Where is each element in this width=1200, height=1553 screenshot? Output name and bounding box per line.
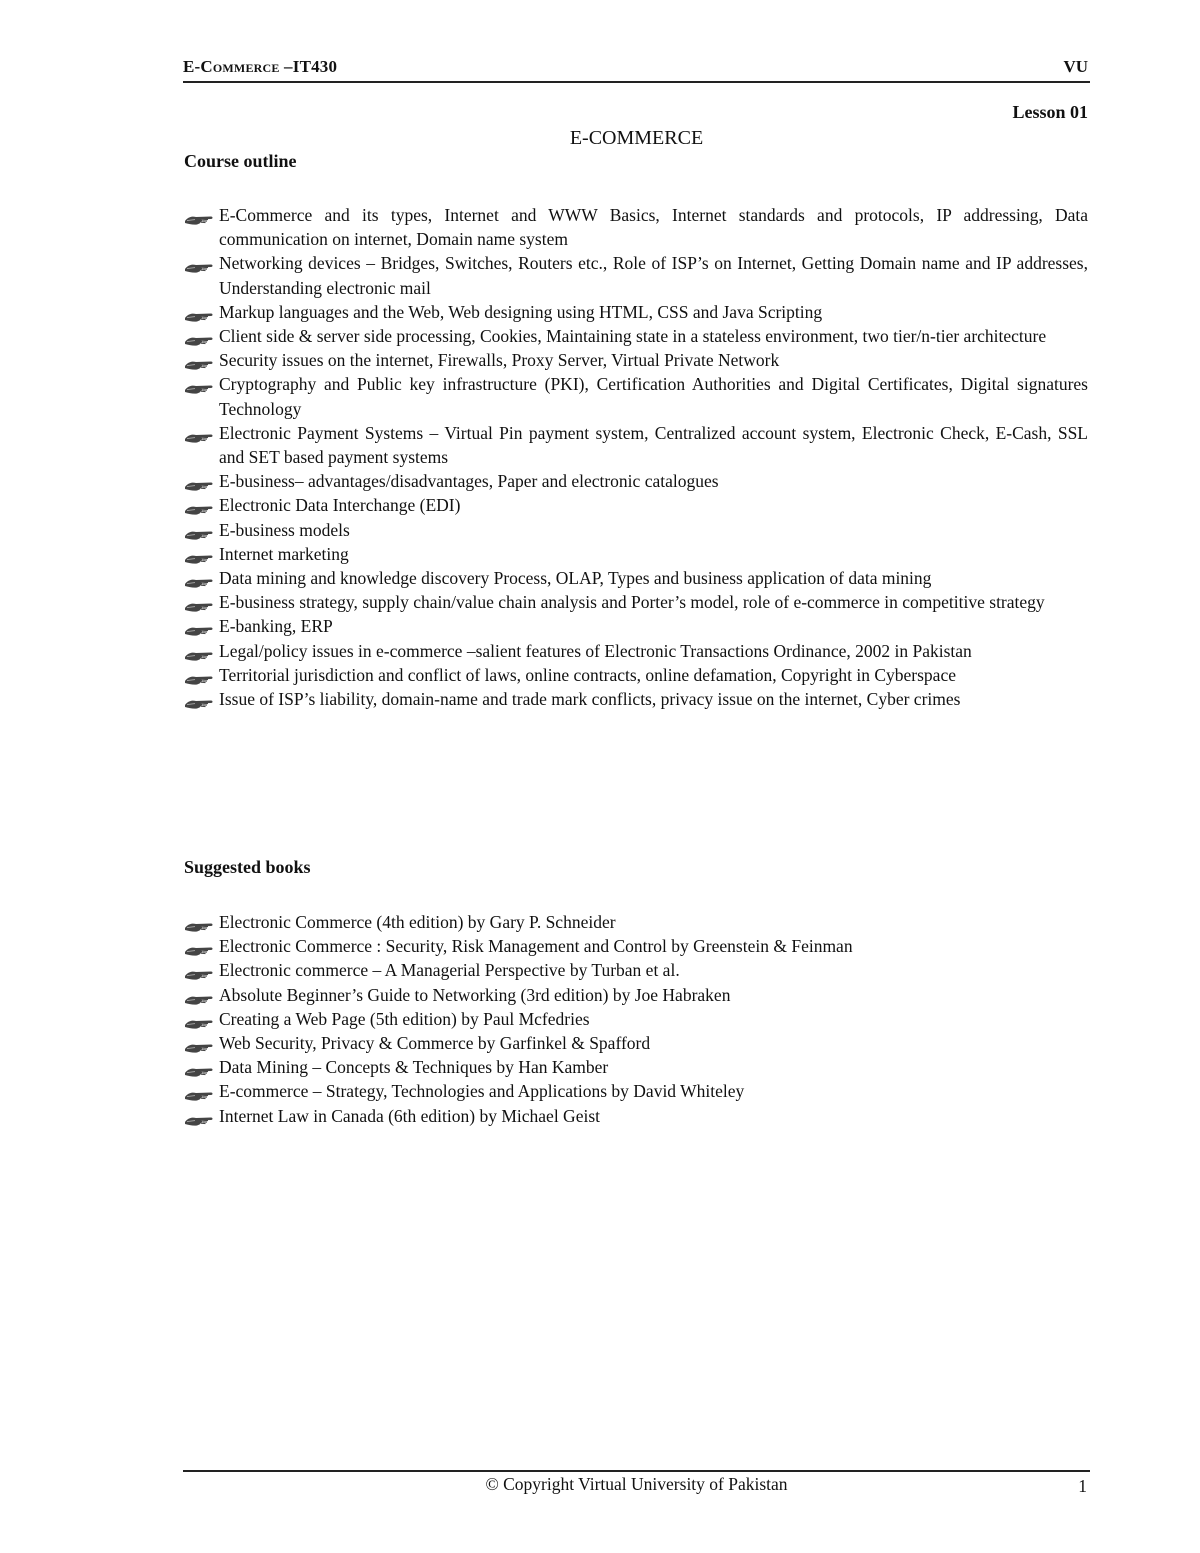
outline-item-text: Networking devices – Bridges, Switches, Routers etc., Role of ISP’s on Internet, Getting Domain name and IP addresses, Understanding electronic mail: [219, 253, 1088, 298]
pointing-hand-icon: [184, 547, 214, 559]
book-item: [184, 1031, 1088, 1055]
outline-item: [184, 614, 1088, 638]
outline-item: [184, 300, 1088, 324]
book-item-text: Electronic commerce – A Managerial Perspective by Turban et al.: [219, 960, 680, 981]
pointing-hand-icon: [184, 426, 214, 438]
outline-item-text: E-business strategy, supply chain/value chain analysis and Porter’s model, role of e-commerce in competitive strategy: [219, 592, 1045, 613]
outline-item-text: Client side & server side processing, Cookies, Maintaining state in a stateless environment, two tier/n-tier architecture: [219, 326, 1047, 347]
book-item-text: Creating a Web Page (5th edition) by Paul Mcfedries: [219, 1008, 590, 1029]
outline-item-text: Electronic Payment Systems – Virtual Pin payment system, Centralized account system, Electronic Check, E-Cash, SSL and SET based payment systems: [219, 422, 1088, 468]
page-header: [183, 57, 1090, 83]
outline-item: [184, 590, 1088, 614]
book-item-text: Internet Law in Canada (6th edition) by Michael Geist: [219, 1105, 600, 1126]
outline-item-text: Security issues on the internet, Firewalls, Proxy Server, Virtual Private Network: [219, 350, 780, 371]
outline-item-text: E-banking, ERP: [219, 616, 333, 637]
outline-item-text: Data mining and knowledge discovery Process, OLAP, Types and business application of data mining: [219, 568, 932, 589]
pointing-hand-icon: [184, 619, 214, 631]
pointing-hand-icon: [184, 571, 214, 583]
course-code: E-Commerce –IT430: [183, 57, 338, 76]
pointing-hand-icon: [184, 595, 214, 607]
lesson-label: Lesson 01: [1012, 102, 1088, 122]
pointing-hand-icon: [184, 1109, 214, 1121]
pointing-hand-icon: [184, 668, 214, 680]
book-item-text: Data Mining – Concepts & Techniques by Han Kamber: [219, 1057, 609, 1078]
copyright-text: © Copyright Virtual University of Pakistan: [485, 1474, 788, 1494]
outline-item-text: Cryptography and Public key infrastructure (PKI), Certification Authorities and Digital Certificates, Digital signatures Technology: [219, 374, 1088, 419]
page-number: 1: [1078, 1476, 1087, 1496]
outline-item: [184, 566, 1088, 590]
book-item: [184, 910, 1088, 934]
outline-item: [184, 348, 1088, 372]
pointing-hand-icon: [184, 915, 214, 927]
pointing-hand-icon: [184, 523, 214, 535]
book-item: [184, 1055, 1088, 1079]
course-outline-list: [184, 203, 1088, 711]
book-item: [184, 1007, 1088, 1031]
pointing-hand-icon: [184, 692, 214, 704]
pointing-hand-icon: [184, 1060, 214, 1072]
pointing-hand-icon: [184, 377, 214, 389]
outline-item-text: Internet marketing: [219, 543, 349, 564]
outline-item: [184, 639, 1088, 663]
outline-item: [184, 251, 1088, 299]
pointing-hand-icon: [184, 329, 214, 341]
book-item-text: E-commerce – Strategy, Technologies and Applications by David Whiteley: [219, 1081, 745, 1102]
outline-item: [184, 324, 1088, 348]
institution-code: VU: [1063, 57, 1088, 76]
book-item-text: Electronic Commerce : Security, Risk Management and Control by Greenstein & Feinman: [219, 936, 853, 957]
pointing-hand-icon: [184, 1036, 214, 1048]
pointing-hand-icon: [184, 256, 214, 268]
outline-item-text: Markup languages and the Web, Web designing using HTML, CSS and Java Scripting: [219, 301, 823, 322]
outline-item: [184, 203, 1088, 251]
pointing-hand-icon: [184, 988, 214, 1000]
outline-item: [184, 663, 1088, 687]
outline-item: [184, 493, 1088, 517]
book-item-text: Absolute Beginner’s Guide to Networking (3rd edition) by Joe Habraken: [219, 984, 731, 1005]
pointing-hand-icon: [184, 939, 214, 951]
outline-item: [184, 518, 1088, 542]
suggested-books-heading: Suggested books: [184, 857, 311, 877]
footer-divider: [183, 1470, 1090, 1472]
outline-item: [184, 421, 1088, 469]
outline-item: [184, 372, 1088, 420]
pointing-hand-icon: [184, 474, 214, 486]
outline-item-text: E-business models: [219, 519, 350, 540]
book-item-text: Web Security, Privacy & Commerce by Garfinkel & Spafford: [219, 1033, 651, 1054]
book-item: [184, 1079, 1088, 1103]
book-item: [184, 1104, 1088, 1128]
pointing-hand-icon: [184, 208, 214, 220]
outline-item-text: Electronic Data Interchange (EDI): [219, 495, 461, 516]
outline-item-text: Territorial jurisdiction and conflict of laws, online contracts, online defamation, Copyright in Cyberspace: [219, 664, 956, 685]
pointing-hand-icon: [184, 1084, 214, 1096]
outline-item: [184, 687, 1088, 711]
pointing-hand-icon: [184, 963, 214, 975]
pointing-hand-icon: [184, 353, 214, 365]
outline-item-text: Issue of ISP’s liability, domain-name and trade mark conflicts, privacy issue on the internet, Cyber crimes: [219, 689, 961, 710]
book-item: [184, 934, 1088, 958]
outline-item-text: E-business– advantages/disadvantages, Paper and electronic catalogues: [219, 471, 719, 492]
outline-item: [184, 542, 1088, 566]
outline-item-text: Legal/policy issues in e-commerce –salient features of Electronic Transactions Ordinance, 2002 in Pakistan: [219, 640, 972, 661]
book-item: [184, 983, 1088, 1007]
page-title: E-COMMERCE: [569, 127, 704, 149]
outline-item: [184, 469, 1088, 493]
pointing-hand-icon: [184, 498, 214, 510]
pointing-hand-icon: [184, 644, 214, 656]
book-item-text: Electronic Commerce (4th edition) by Gary P. Schneider: [219, 912, 616, 932]
outline-item-text: E-Commerce and its types, Internet and WWW Basics, Internet standards and protocols, IP addressing, Data communication on internet, Domain name system: [219, 205, 1088, 250]
course-outline-heading: Course outline: [184, 151, 297, 171]
suggested-books-list: [184, 910, 1088, 1128]
book-item: [184, 958, 1088, 982]
pointing-hand-icon: [184, 305, 214, 317]
pointing-hand-icon: [184, 1012, 214, 1024]
